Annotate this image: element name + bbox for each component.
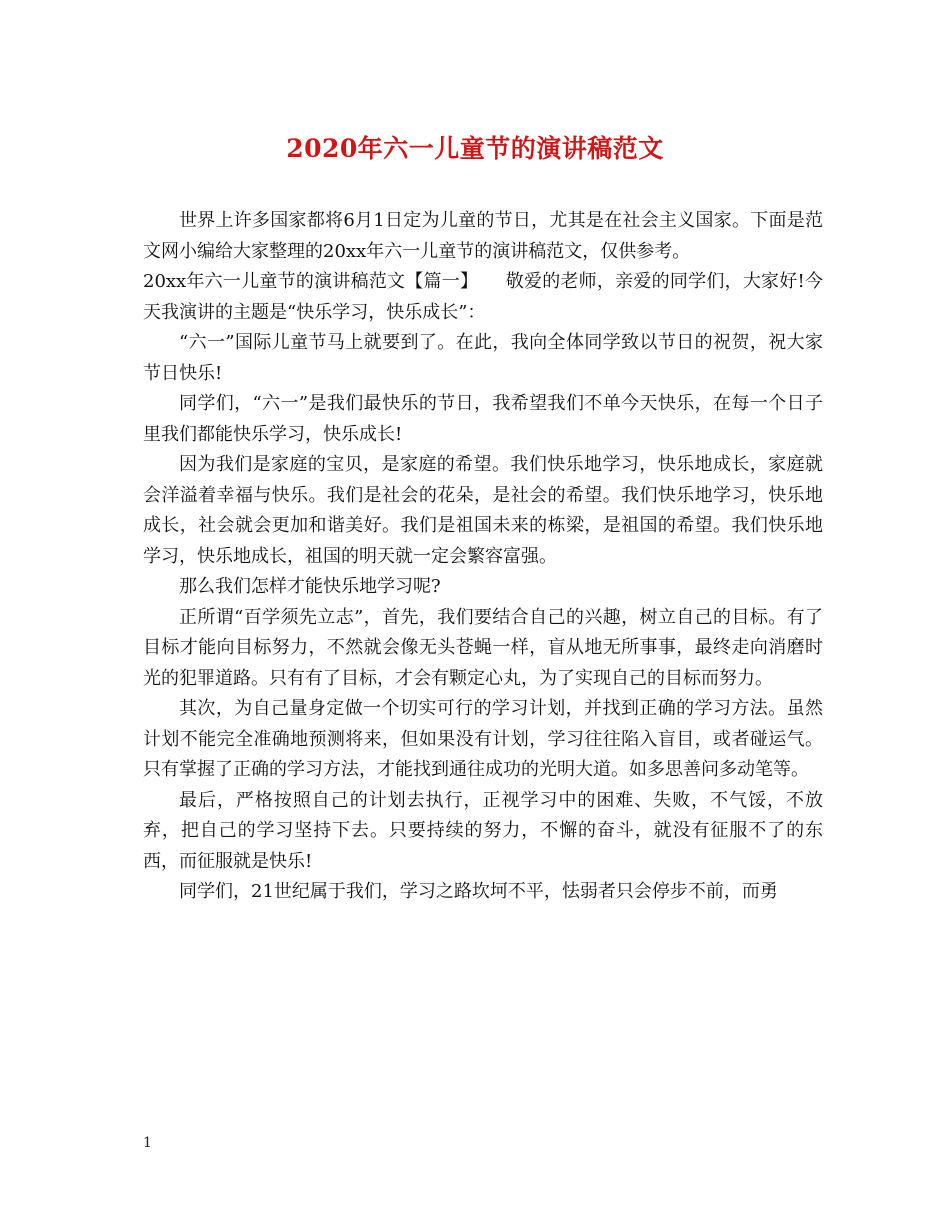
paragraph-question: 那么我们怎样才能快乐地学习呢? — [179, 576, 441, 597]
page-number: 1 — [143, 1135, 152, 1151]
paragraph-holiday-greeting: “六一”国际儿童节马上就要到了。在此，我向全体同学致以节日的祝贺，祝大家节日快乐! — [143, 332, 823, 384]
paragraph-section-heading-greeting: 20xx年六一儿童节的演讲稿范文【篇一】 敬爱的老师，亲爱的同学们，大家好!今天我演讲的主题是“快乐学习，快乐成长”： — [143, 271, 823, 323]
paragraph-21st-century: 同学们，21世纪属于我们，学习之路坎坷不平，怯弱者只会停步不前，而勇 — [179, 881, 778, 902]
paragraph-family-society-country: 因为我们是家庭的宝贝，是家庭的希望。我们快乐地学习，快乐地成长，家庭就会洋溢着幸福与快乐。我们是社会的花朵，是社会的希望。我们快乐地学习，快乐地成长，社会就会更加和谐美好。我们是祖国未来的栋梁，是祖国的希望。我们快乐地学习，快乐地成长，祖国的明天就一定会繁容富强。 — [143, 454, 823, 567]
paragraph-first-goal: 正所谓“百学须先立志”，首先，我们要结合自己的兴趣，树立自己的目标。有了目标才能向目标努力，不然就会像无头苍蝇一样，盲从地无所事事，最终走向消磨时光的犯罪道路。只有有了目标，才会有颗定心丸，为了实现自己的目标而努力。 — [143, 606, 823, 689]
paragraph-finally-persist: 最后，严格按照自己的计划去执行，正视学习中的困难、失败，不气馁，不放弃，把自己的学习坚持下去。只要持续的努力，不懈的奋斗，就没有征服不了的东西，而征服就是快乐! — [143, 789, 823, 872]
document-body — [143, 206, 823, 908]
document-title: 2020年六一儿童节的演讲稿范文 — [286, 134, 664, 163]
paragraph-second-plan: 其次，为自己量身定做一个切实可行的学习计划，并找到正确的学习方法。虽然计划不能完全准确地预测将来，但如果没有计划，学习往往陷入盲目，或者碰运气。只有掌握了正确的学习方法，才能找到通往成功的光明大道。如多思善问多动笔等。 — [143, 698, 823, 780]
paragraph-happy-day: 同学们，“六一”是我们最快乐的节日，我希望我们不单今天快乐，在每一个日子里我们都能快乐学习，快乐成长! — [143, 393, 823, 445]
paragraph-intro: 世界上许多国家都将6月1日定为儿童的节日，尤其是在社会主义国家。下面是范文网小编给大家整理的20xx年六一儿童节的演讲稿范文，仅供参考。 — [143, 210, 823, 262]
